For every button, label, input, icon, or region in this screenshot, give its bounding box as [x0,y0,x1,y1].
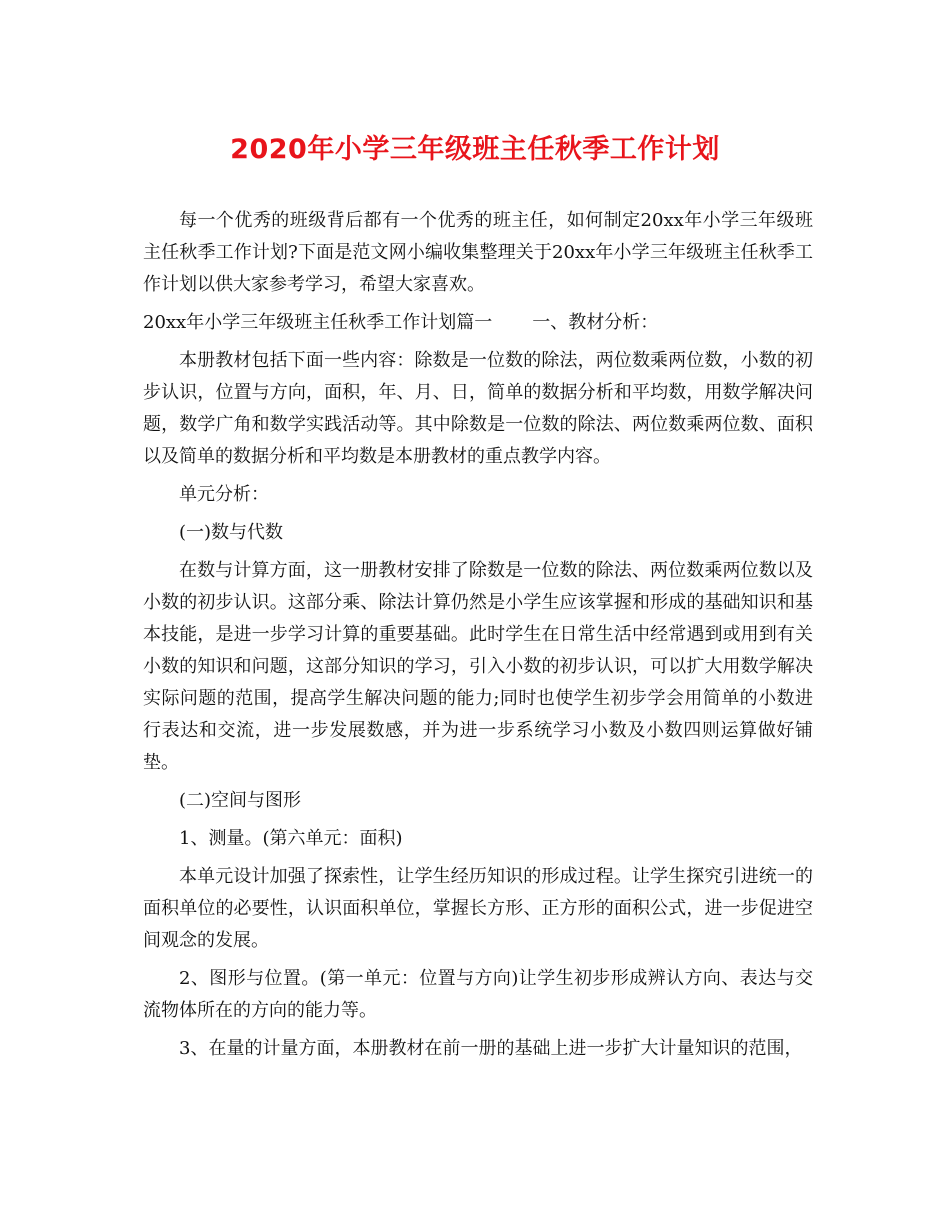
paragraph-unit-analysis-heading: 单元分析： [179,484,269,505]
paragraph-measurement: 本单元设计加强了探索性，让学生经历知识的形成过程。让学生探究引进统一的面积单位的必要性，认识面积单位，掌握长方形、正方形的面积公式，进一步促进空间观念的发展。 [143,866,813,951]
section-heading-tail: 一、教材分析： [532,312,659,333]
paragraph-textbook-contents: 本册教材包括下面一些内容：除数是一位数的除法，两位数乘两位数，小数的初步认识，位置与方向，面积，年、月、日，简单的数据分析和平均数，用数学解决问题，数学广角和数学实践活动等。其中除数是一位数的除法、两位数乘两位数、面积以及简单的数据分析和平均数是本册教材的重点教学内容。 [143,350,813,467]
paragraph-numbers-algebra-heading: (一)数与代数 [179,522,284,543]
section-heading-text: 20xx年小学三年级班主任秋季工作计划篇一 [143,312,493,333]
paragraph-space-shape-heading: (二)空间与图形 [179,790,302,811]
paragraph-quantity-measure: 3、在量的计量方面，本册教材在前一册的基础上进一步扩大计量知识的范围， [179,1038,803,1059]
paragraph-measurement-heading: 1、测量。(第六单元：面积) [179,828,403,849]
paragraph-numbers-algebra: 在数与计算方面，这一册教材安排了除数是一位数的除法、两位数乘两位数以及小数的初步认识。这部分乘、除法计算仍然是小学生应该掌握和形成的基础知识和基本技能，是进一步学习计算的重要基础。此时学生在日常生活中经常遇到或用到有关小数的知识和问题，这部分知识的学习，引入小数的初步认识，可以扩大用数学解决实际问题的范围，提高学生解决问题的能力;同时也使学生初步学会用简单的小数进行表达和交流，进一步发展数感，并为进一步系统学习小数及小数四则运算做好铺垫。 [143,560,813,773]
paragraph-section-heading [143,307,813,339]
paragraph-intro: 每一个优秀的班级背后都有一个优秀的班主任，如何制定20xx年小学三年级班主任秋季工作计划?下面是范文网小编收集整理关于20xx年小学三年级班主任秋季工作计划以供大家参考学习，希望大家喜欢。 [143,210,813,295]
paragraph-shape-position: 2、图形与位置。(第一单元：位置与方向)让学生初步形成辨认方向、表达与交流物体所在的方向的能力等。 [143,968,813,1021]
document-body [143,205,813,1071]
document-title: 2020年小学三年级班主任秋季工作计划 [230,134,720,165]
